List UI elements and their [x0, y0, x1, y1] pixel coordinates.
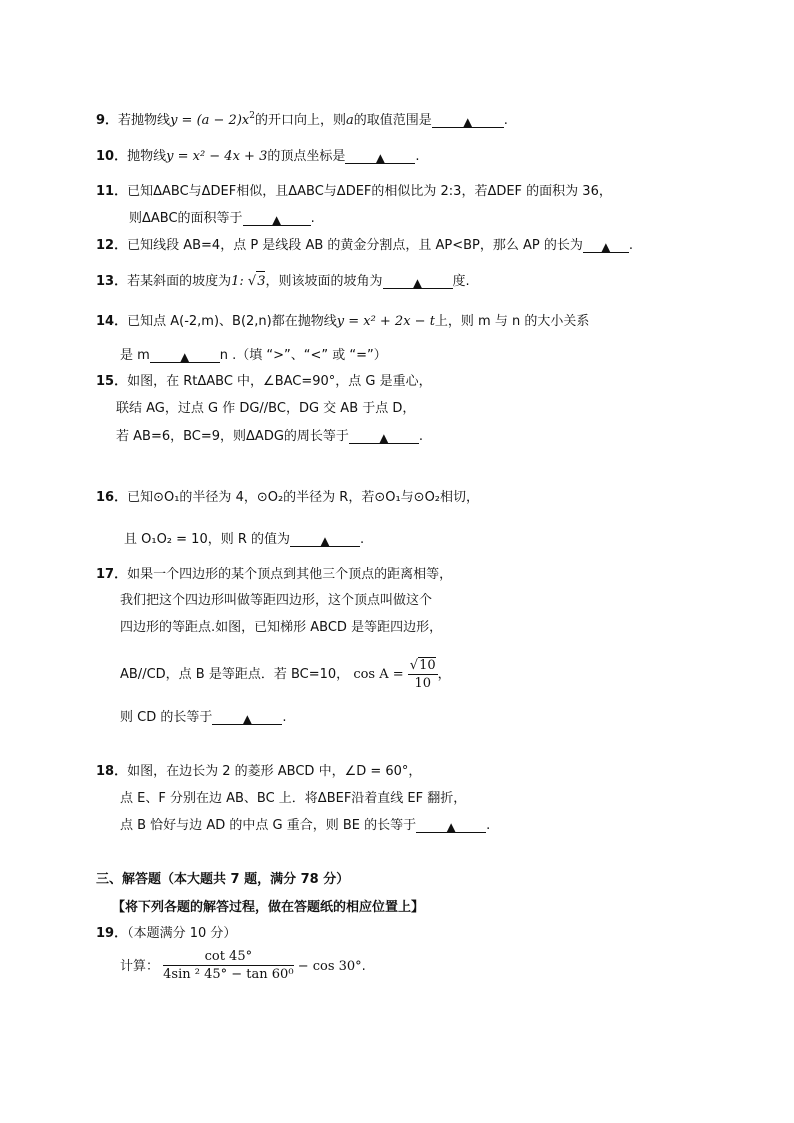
- question-number: 10．: [96, 149, 128, 164]
- question-number: 18．: [96, 764, 128, 779]
- question-19-expression: 计算： $\frac{\cot 45^\circ}{\text{4sin ² 45° − tan 60⁰}}$ − cos 30°.: [120, 949, 366, 982]
- question-number: 15．: [96, 374, 128, 389]
- question-17-line-2: 我们把这个四边形叫做等距四边形，这个顶点叫做这个: [120, 593, 433, 608]
- triangle-icon: ▲: [242, 712, 252, 726]
- question-number: 12．: [96, 238, 128, 253]
- section-instruction: 【将下列各题的解答过程，做在答题纸的相应位置上】: [112, 900, 425, 915]
- question-17-line-3: 四边形的等距点.如图，已知梯形 ABCD 是等距四边形，: [120, 620, 443, 635]
- question-11-line-2: 则ΔABC的面积等于 ▲ .: [129, 211, 315, 227]
- question-18-line-2: 点 E、F 分别在边 AB、BC 上．将ΔBEF沿着直线 EF 翻折，: [120, 791, 467, 806]
- answer-blank[interactable]: [416, 818, 486, 833]
- question-number: 11．: [96, 184, 128, 199]
- question-13: 13．若某斜面的坡度为1: √3，则该坡面的坡角为 ▲ 度.: [96, 271, 470, 292]
- answer-blank[interactable]: [290, 532, 360, 547]
- answer-blank[interactable]: [349, 429, 419, 444]
- question-number: 19．: [96, 926, 128, 941]
- answer-blank[interactable]: [583, 238, 629, 253]
- answer-blank[interactable]: [150, 348, 220, 363]
- triangle-icon: ▲: [446, 820, 456, 834]
- cos-fraction: $\frac{√10}{10}$: [409, 657, 436, 691]
- question-17-line-5: 则 CD 的长等于 ▲ .: [120, 710, 287, 726]
- answer-blank[interactable]: [345, 149, 415, 164]
- triangle-icon: ▲: [601, 240, 611, 254]
- question-14-line-2: 是 m ▲ n .（填 “>”、“<” 或 “=”）: [120, 348, 387, 364]
- answer-blank[interactable]: [432, 113, 504, 128]
- question-17: 17．如果一个四边形的某个顶点到其他三个顶点的距离相等，: [96, 567, 453, 582]
- question-18-line-3: 点 B 恰好与边 AD 的中点 G 重合，则 BE 的长等于 ▲ .: [120, 818, 491, 834]
- question-number: 16．: [96, 490, 128, 505]
- question-15: 15．如图，在 RtΔABC 中，∠BAC=90°，点 G 是重心，: [96, 374, 432, 389]
- question-15-line-2: 联结 AG，过点 G 作 DG//BC，DG 交 AB 于点 D，: [116, 401, 416, 416]
- question-10: 10．抛物线y = x² − 4x + 3的顶点坐标是 ▲ .: [96, 149, 420, 165]
- question-number: 9．: [96, 113, 119, 128]
- question-number: 17．: [96, 567, 128, 582]
- cos-expression: cos A =: [353, 667, 404, 682]
- triangle-icon: ▲: [375, 151, 385, 165]
- answer-blank[interactable]: [243, 211, 311, 226]
- question-9: 9．若抛物线$y = (a - 2)x^2$的开口向上，则a的取值范围是 ▲ .: [96, 111, 508, 129]
- question-19: 19．（本题满分 10 分）: [96, 926, 237, 941]
- question-15-line-3: 若 AB=6，BC=9，则ΔADG的周长等于 ▲ .: [116, 429, 424, 445]
- triangle-icon: ▲: [463, 115, 473, 129]
- question-17-line-4: AB//CD，点 B 是等距点．若 BC=10， cos A = $\frac{√10}{10}$ ，: [120, 657, 451, 691]
- question-11: 11．已知ΔABC与ΔDEF相似，且ΔABC与ΔDEF的相似比为 2:3，若ΔDEF 的面积为 36，: [96, 184, 612, 199]
- answer-blank[interactable]: [212, 710, 282, 725]
- triangle-icon: ▲: [379, 431, 389, 445]
- question-number: 14．: [96, 314, 128, 329]
- question-16-line-2: 且 O₁O₂ = 10，则 R 的值为 ▲ .: [124, 532, 365, 548]
- slope-ratio: 1: √3: [231, 274, 265, 289]
- question-number: 13．: [96, 274, 128, 289]
- question-18: 18．如图，在边长为 2 的菱形 ABCD 中，∠D = 60°，: [96, 764, 422, 779]
- parabola-formula: y = x² − 4x + 3: [166, 149, 268, 164]
- triangle-icon: ▲: [180, 350, 190, 364]
- question-14: 14．已知点 A(-2,m)、B(2,n)都在抛物线y = x² + 2x − t上，则 m 与 n 的大小关系: [96, 314, 590, 329]
- calc-fraction: $\frac{\cot 45^\circ}{\text{4sin ² 45° − tan 60⁰}}$: [163, 949, 294, 982]
- triangle-icon: ▲: [412, 276, 423, 290]
- section-title: 三、解答题（本大题共 7 题，满分 78 分）: [96, 872, 350, 887]
- triangle-icon: ▲: [271, 213, 282, 227]
- parabola-formula: y = x² + 2x − t: [336, 314, 435, 329]
- question-12: 12．已知线段 AB=4，点 P 是线段 AB 的黄金分割点，且 AP<BP，那么 AP 的长为 ▲ .: [96, 238, 634, 254]
- answer-blank[interactable]: [383, 274, 453, 289]
- parabola-formula: $y = (a - 2)x^2$: [170, 111, 255, 128]
- question-16: 16．已知⊙O₁的半径为 4，⊙O₂的半径为 R，若⊙O₁与⊙O₂相切，: [96, 490, 480, 505]
- triangle-icon: ▲: [320, 534, 330, 548]
